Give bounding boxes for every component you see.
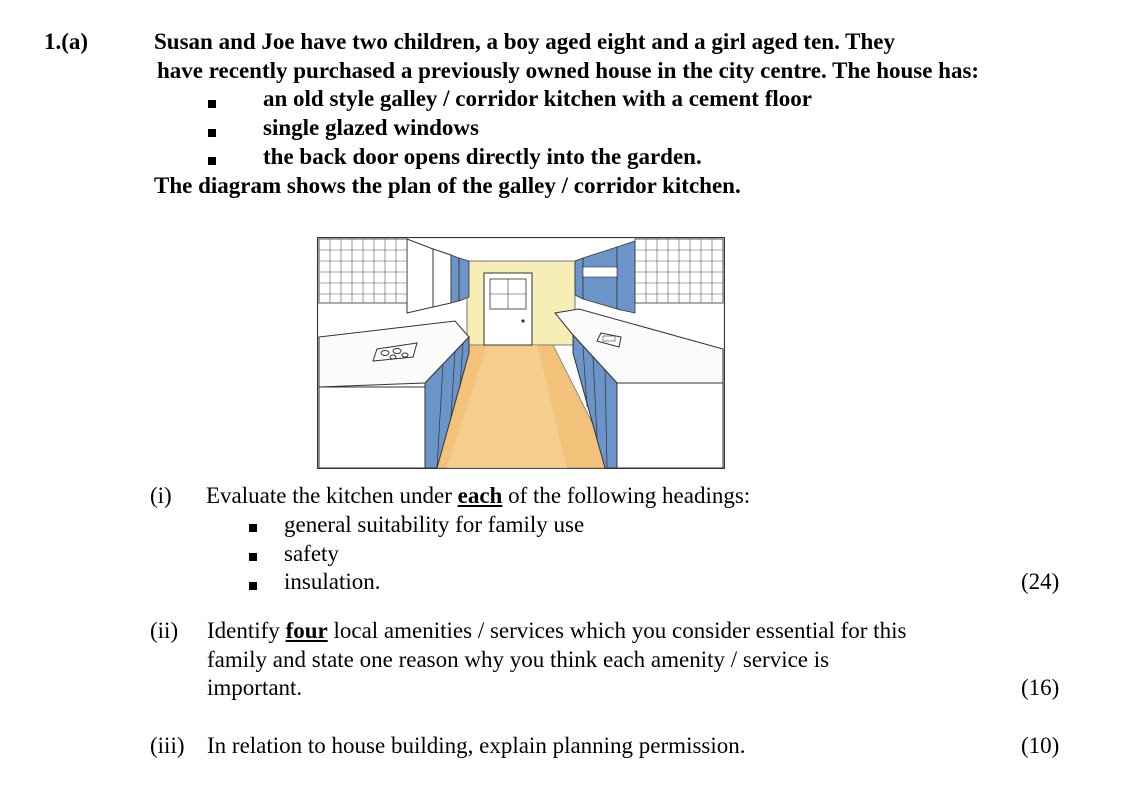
part-i-bullet-1: general suitability for family use [284,512,585,537]
part-i-question: Evaluate the kitchen under each of the following headings: [206,483,751,508]
part-i-number: (i) [150,483,172,508]
question-number: 1.(a) [44,29,89,54]
emphasis-each: each [457,483,503,508]
bullet-marker [208,95,216,113]
part-iii-question: In relation to house building, explain planning permission. [207,733,746,758]
part-i-marks: (24) [1021,569,1060,594]
part-iii-number: (iii) [150,733,185,758]
bullet-marker [249,548,257,566]
galley-kitchen-diagram [317,237,725,469]
part-ii-marks: (16) [1021,675,1060,700]
bullet-marker [208,124,216,142]
intro-bullet-3: the back door opens directly into the garden. [263,144,702,169]
intro-bullet-2: single glazed windows [263,115,479,140]
bullet-marker [208,152,216,170]
intro-bullet-1: an old style galley / corridor kitchen with a cement floor [263,86,812,111]
intro-line-2: have recently purchased a previously owned house in the city centre. The house has: [157,58,980,83]
bullet-marker [249,577,257,595]
part-ii-number: (ii) [150,618,179,643]
part-ii-line-2: family and state one reason why you think each amenity / service is [207,647,830,672]
part-i-bullet-2: safety [284,541,339,566]
intro-line-1: Susan and Joe have two children, a boy aged eight and a girl aged ten. They [154,29,895,54]
part-ii-line-3: important. [207,675,303,700]
part-i-bullet-3: insulation. [284,569,381,594]
diagram-caption: The diagram shows the plan of the galley / corridor kitchen. [154,173,741,198]
emphasis-four: four [285,618,328,643]
bullet-marker [249,519,257,537]
part-iii-marks: (10) [1021,733,1060,758]
door-handle [521,319,524,322]
part-ii-line-1: Identify four local amenities / services which you consider essential for this [207,618,907,643]
